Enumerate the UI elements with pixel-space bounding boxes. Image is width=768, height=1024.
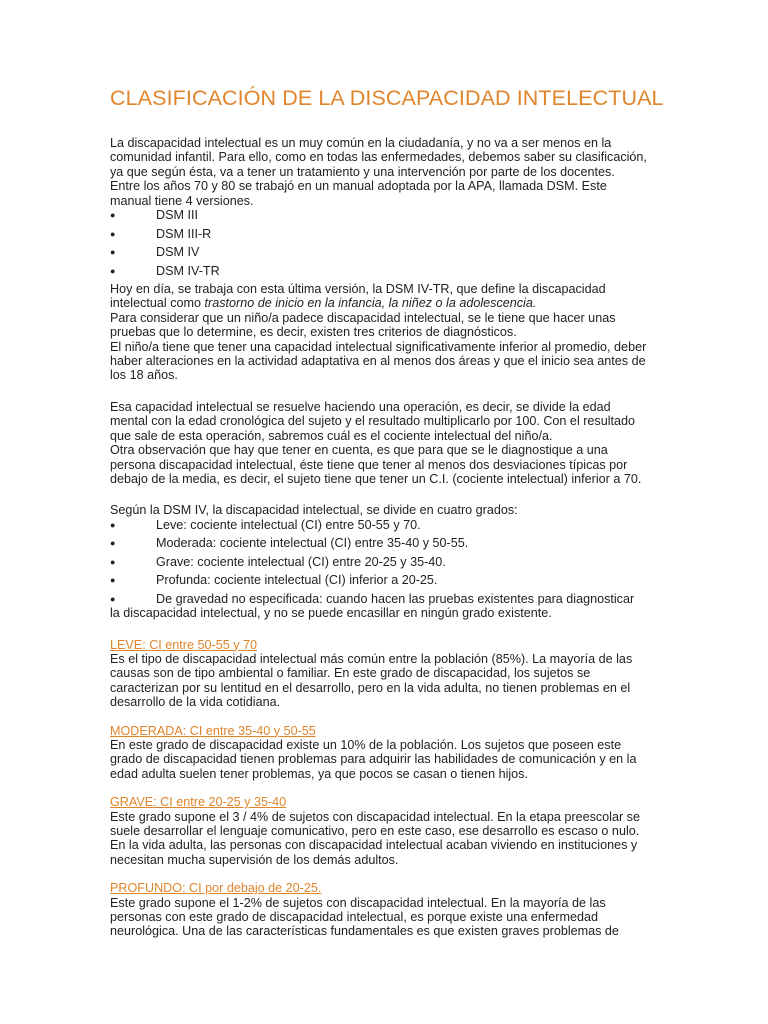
list-item: ● De gravedad no especificada: cuando hacen las pruebas existentes para diagnosticar la discapacidad intelectual, y no se puede encasillar en ningún grado existente.	[110, 591, 635, 621]
list-item: ● DSM IV-TR	[110, 263, 220, 278]
list-item: ● Moderada: cociente intelectual (CI) entre 35-40 y 50-55.	[110, 536, 469, 551]
bullet-icon: ●	[110, 228, 116, 239]
criteria-detail-paragraph: El niño/a tiene que tener una capacidad intelectual significativamente inferior al promedio, deber haber alteraciones en la actividad adaptativa en al menos dos áreas y que el inicio sea antes de los 18 años.	[110, 339, 647, 383]
grades-list	[110, 518, 650, 592]
list-item: ● DSM III-R	[110, 226, 212, 241]
bullet-icon: ●	[110, 538, 116, 549]
document-body	[110, 136, 650, 939]
bullet-icon: ●	[110, 593, 116, 604]
ci-threshold-paragraph: Otra observación que hay que tener en cuenta, es que para que se le diagnostique a una persona discapacidad intelectual, éste tiene que tener al menos dos desviaciones típicas por debajo de la media, es decir, el sujeto tiene que tener un C.I. (cociente intelectual) inferior a 70.	[110, 443, 642, 486]
bullet-icon: ●	[110, 247, 116, 258]
list-item: ● DSM III	[110, 208, 198, 223]
section-text-leve: Es el tipo de discapacidad intelectual más común entre la población (85%). La mayoría de las causas son de tipo ambiental o familiar. En este grado de discapacidad, los sujetos se caracterizan por su lentitud en el desarrollo, pero en la vida adulta, no tienen problemas en el desarrollo de la vida cotidiana.	[110, 651, 633, 710]
intro-paragraph-2: Entre los años 70 y 80 se trabajó en un manual adoptada por la APA, llamada DSM. Este manual tiene 4 versiones.	[110, 179, 607, 208]
section-heading-moderada: MODERADA: CI entre 35-40 y 50-55	[110, 723, 316, 738]
ci-calculation-paragraph: Esa capacidad intelectual se resuelve haciendo una operación, es decir, se divide la edad mental con la edad cronológica del sujeto y el resultado multiplicarlo por 100. Con el resultado que sale de esta operación, sabremos cuál es el cociente intelectual del niño/a.	[110, 399, 636, 443]
grades-intro: Según la DSM IV, la discapacidad intelectual, se divide en cuatro grados:	[110, 503, 518, 518]
bullet-icon: ●	[110, 575, 116, 586]
section-heading-leve: LEVE: CI entre 50-55 y 70	[110, 637, 258, 652]
dsm-versions-list	[110, 208, 650, 282]
diagnosis-criteria-paragraph: Para considerar que un niño/a padece discapacidad intelectual, se le tiene que hacer unas pruebas que lo determine, es decir, existen tres criterios de diagnósticos.	[110, 310, 616, 340]
list-item: ● Grave: cociente intelectual (CI) entre 20-25 y 35-40.	[110, 554, 446, 569]
section-text-grave: Este grado supone el 3 / 4% de sujetos con discapacidad intelectual. En la etapa preescolar se suele desarrollar el lenguaje comunicativo, pero en este caso, ese desarrollo es escaso o nulo. En la vida adulta, las personas con discapacidad intelectual acaban viviendo en instituciones y necesitan mucha supervisión de los demás adultos.	[110, 809, 640, 867]
section-heading-profundo: PROFUNDO: CI por debajo de 20-25.	[110, 881, 322, 896]
page-title: CLASIFICACIÓN DE LA DISCAPACIDAD INTELECTUAL	[110, 86, 664, 110]
bullet-icon: ●	[110, 519, 116, 530]
bullet-icon: ●	[110, 265, 116, 276]
section-text-profundo: Este grado supone el 1-2% de sujetos con discapacidad intelectual. En la mayoría de las personas con este grado de discapacidad intelectual, es porque existe una enfermedad neurológica. Una de las características fundamentales es que existen graves problemas de	[110, 895, 619, 939]
list-item: ● Profunda: cociente intelectual (CI) inferior a 20-25.	[110, 573, 438, 588]
section-heading-grave: GRAVE: CI entre 20-25 y 35-40	[110, 795, 287, 810]
definition-italic: trastorno de inicio en la infancia, la niñez o la adolescencia.	[204, 296, 537, 311]
intro-paragraph-1: La discapacidad intelectual es un muy común en la ciudadanía, y no va a ser menos en la comunidad infantil. Para ello, como en todas las enfermedades, debemos saber su clasificación, ya que según ésta, va a tener un tratamiento y una intervención por parte de los docentes.	[110, 136, 647, 179]
list-item: ● Leve: cociente intelectual (CI) entre 50-55 y 70.	[110, 517, 421, 532]
bullet-icon: ●	[110, 210, 116, 221]
section-text-moderada: En este grado de discapacidad existe un 10% de la población. Los sujetos que poseen este grado de discapacidad tienen problemas para adquirir las habilidades de comunicación y en la edad adulta suelen tener problemas, ya que pocos se casan o tienen hijos.	[110, 737, 637, 781]
dsm-iv-tr-paragraph: Hoy en día, se trabaja con esta última versión, la DSM IV-TR, que define la discapacidad intelectual como trastorno de inicio en la infancia, la niñez o la adolescencia.	[110, 282, 606, 311]
bullet-icon: ●	[110, 556, 116, 567]
list-item: ● DSM IV	[110, 245, 200, 260]
